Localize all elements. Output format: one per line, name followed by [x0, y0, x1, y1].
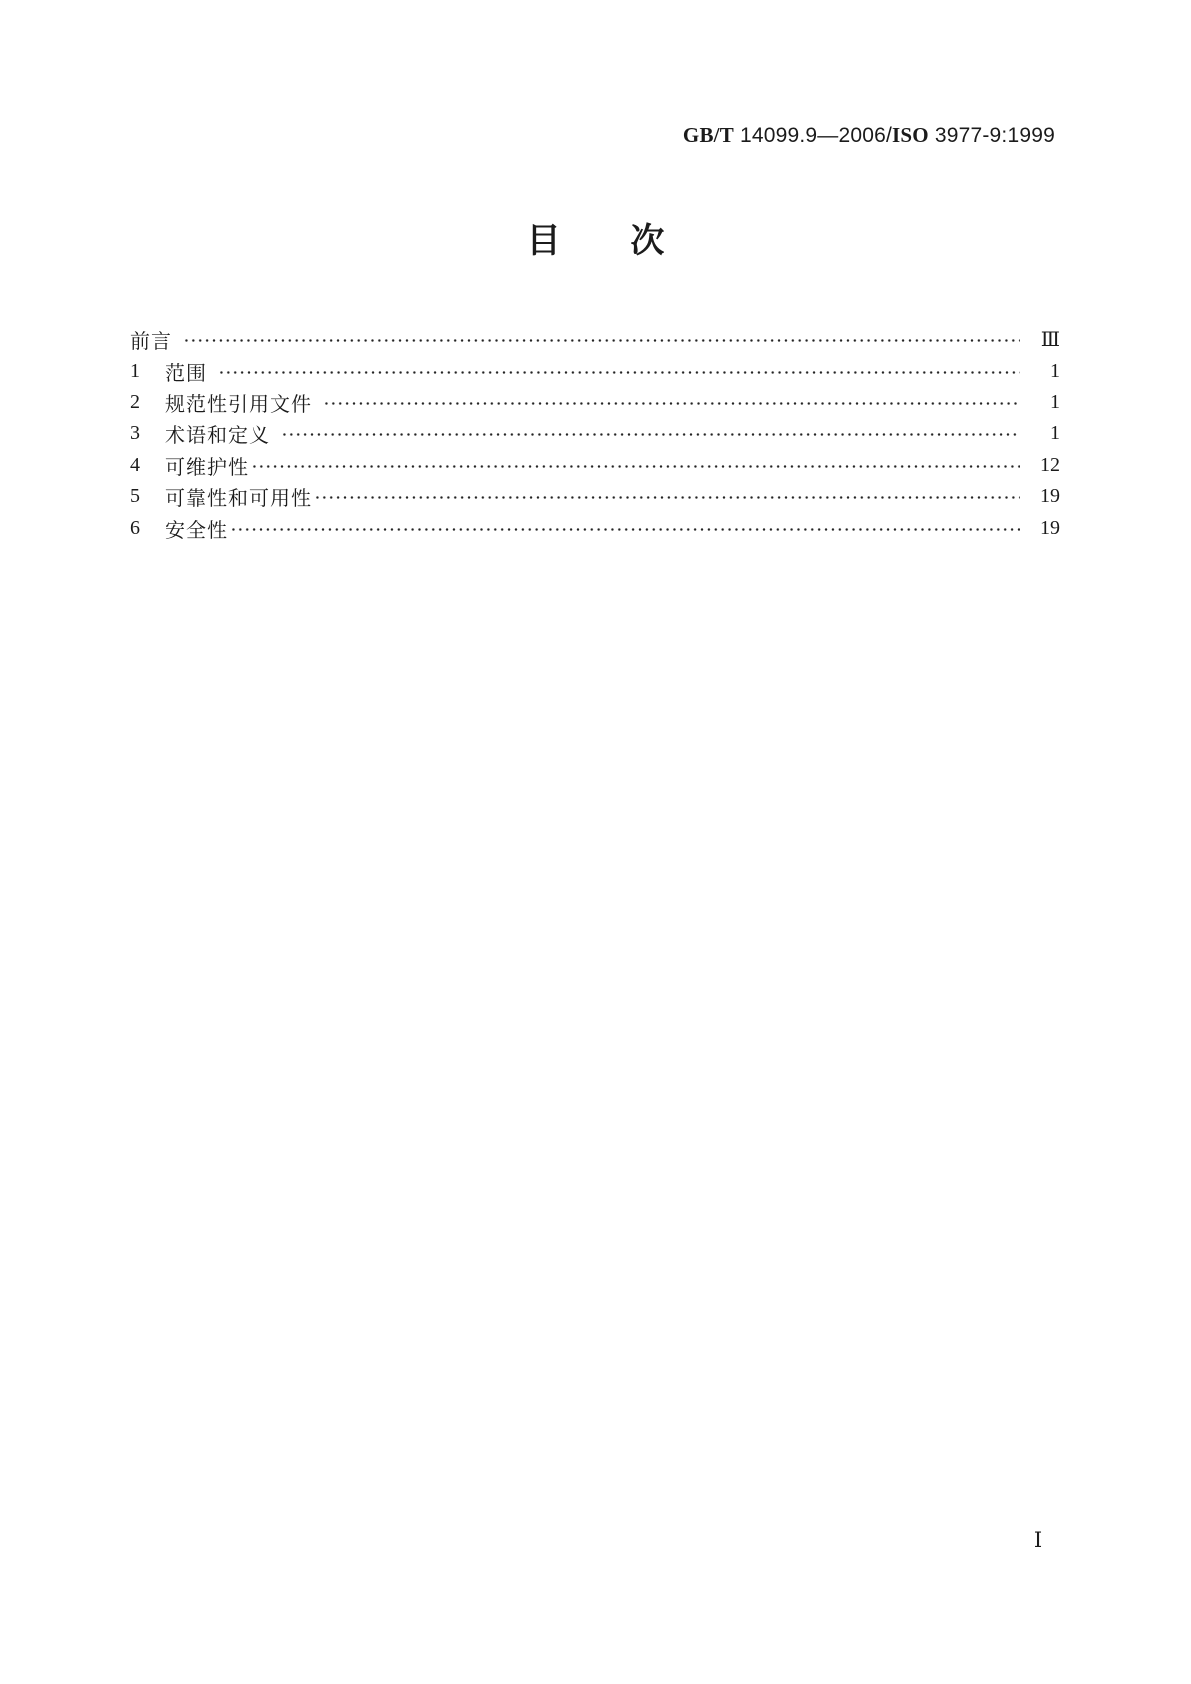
toc-entry-number: 3: [130, 422, 140, 445]
dot-leader: [230, 519, 1020, 540]
toc-entry-number: 1: [130, 359, 140, 382]
toc-entry: [130, 387, 1060, 418]
toc-entry-label: 可维护性: [165, 456, 249, 479]
toc-entry-page: 1: [1050, 359, 1060, 382]
dot-leader: [183, 330, 1020, 351]
toc-entry-page: 12: [1040, 453, 1060, 476]
gbt-standard-number: 14099.9—2006/: [733, 124, 893, 147]
folio-page-number: Ⅰ: [1033, 1528, 1043, 1552]
dot-leader: [218, 362, 1020, 383]
iso-standard-number: 3977-9:1999: [928, 124, 1055, 147]
toc-entry-number: 5: [130, 485, 140, 508]
toc-entry-number: 4: [130, 453, 140, 476]
toc-entry-label: 术语和定义: [165, 425, 270, 448]
toc-entry-number: 2: [130, 390, 140, 413]
toc-entry-page: 19: [1040, 516, 1060, 539]
toc-entry-label: 规范性引用文件: [165, 393, 312, 416]
gbt-standard-code: GB/T: [682, 123, 734, 147]
toc-page-title: 目次: [526, 223, 735, 260]
toc-entry-page: 19: [1040, 485, 1060, 508]
toc-entry: [130, 481, 1060, 512]
toc-entry-label: 可靠性和可用性: [165, 488, 312, 511]
toc-entry-page: Ⅲ: [1040, 329, 1060, 352]
toc-entry: [130, 450, 1060, 481]
toc-entry-page: 1: [1050, 390, 1060, 413]
toc-entry: [130, 512, 1060, 543]
standard-designation-header: [683, 122, 1055, 149]
iso-standard-code: ISO: [892, 123, 929, 147]
dot-leader: [314, 487, 1020, 508]
dot-leader: [323, 393, 1020, 414]
toc-entry-page: 1: [1050, 422, 1060, 445]
dot-leader: [251, 456, 1020, 477]
dot-leader: [281, 424, 1020, 445]
toc-entry-label: 范围: [165, 362, 207, 385]
toc-entry: [130, 324, 1060, 355]
toc-entry: [130, 418, 1060, 449]
toc-entry-label: 安全性: [165, 519, 228, 542]
toc-entry-label: 前言: [130, 331, 172, 354]
toc-entry-number: 6: [130, 516, 140, 539]
table-of-contents: [130, 324, 1060, 544]
toc-entry: [130, 355, 1060, 386]
